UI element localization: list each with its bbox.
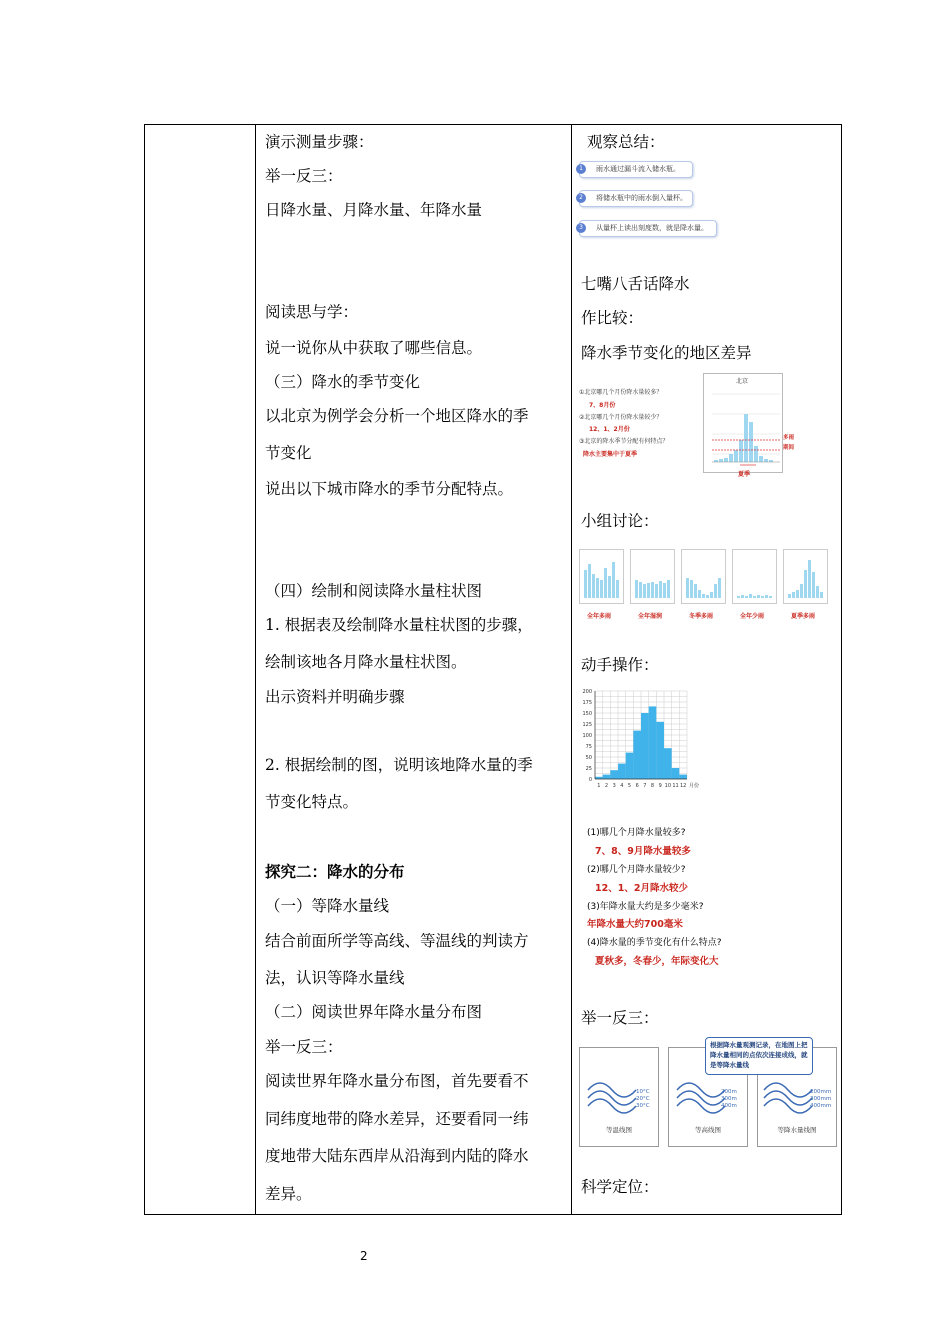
text-line: 举一反三： bbox=[265, 167, 343, 185]
group-title: 小组讨论： bbox=[581, 512, 659, 530]
region-title: 降水季节变化的地区差异 bbox=[581, 344, 752, 362]
mini-chart-label: 全年多雨 bbox=[587, 613, 612, 620]
step-text: 从量杯上读出刻度数，就是降水量。 bbox=[596, 224, 708, 232]
y-tick-label: 100 bbox=[582, 733, 592, 739]
precipitation-bar-chart bbox=[577, 683, 707, 793]
question: (2)哪几个月降水量较少? bbox=[587, 865, 686, 875]
x-tick-label: 5 bbox=[627, 783, 632, 789]
mini-chart-label: 夏季多雨 bbox=[791, 613, 816, 620]
text-line: 日降水量、月降水量、年降水量 bbox=[265, 201, 483, 219]
summer-label: 夏季 bbox=[738, 471, 751, 478]
text-line: 度地带大陆东西岸从沿海到内陆的降水 bbox=[265, 1147, 529, 1165]
bar bbox=[626, 753, 634, 779]
talk-title: 七嘴八舌话降水 bbox=[581, 275, 690, 293]
line-value: 400m bbox=[721, 1103, 737, 1109]
text-line: 以北京为例学会分析一个地区降水的季 bbox=[265, 407, 529, 425]
beijing-answer: 降水主要集中于夏季 bbox=[583, 451, 638, 458]
x-tick-label: 8 bbox=[650, 783, 655, 789]
x-tick-label: 11 bbox=[672, 783, 679, 789]
analogy-title: 举一反三： bbox=[581, 1009, 659, 1027]
bar bbox=[649, 706, 657, 779]
text-line: 举一反三： bbox=[265, 1038, 343, 1056]
answer: 7、8、9月降水量较多 bbox=[595, 846, 691, 857]
bar bbox=[656, 722, 664, 779]
column-divider-1 bbox=[255, 125, 256, 1214]
beijing-chart-title: 北京 bbox=[736, 378, 749, 385]
legend-more: 多雨 bbox=[783, 435, 795, 441]
text-line: 绘制该地各月降水量柱状图。 bbox=[265, 653, 467, 671]
beijing-chart bbox=[703, 373, 783, 473]
mini-chart-label: 冬季多雨 bbox=[689, 613, 714, 620]
y-tick-label: 75 bbox=[585, 744, 592, 750]
beijing-question: ②北京哪几个月份降水量较少？ bbox=[579, 414, 663, 421]
text-line: （三）降水的季节变化 bbox=[265, 373, 421, 391]
y-tick-label: 0 bbox=[588, 777, 592, 783]
x-tick-label: 4 bbox=[620, 783, 624, 789]
answer: 夏秋多，冬春少，年际变化大 bbox=[595, 956, 719, 967]
x-tick-label: 3 bbox=[612, 783, 616, 789]
bar bbox=[672, 768, 680, 779]
line-value: 10°C bbox=[636, 1089, 650, 1095]
line-value: 30°C bbox=[636, 1103, 650, 1109]
isotherm-box bbox=[579, 1047, 659, 1147]
box-label: 等温线图 bbox=[606, 1126, 632, 1134]
step-text: 将储水瓶中的雨水倒入量杯。 bbox=[596, 194, 687, 202]
bar bbox=[641, 713, 649, 779]
text-line: 节变化 bbox=[265, 444, 312, 462]
question: (1)哪几个月降水量较多? bbox=[587, 828, 686, 838]
step-text: 雨水通过漏斗流入储水瓶。 bbox=[596, 165, 680, 173]
y-tick-label: 200 bbox=[582, 689, 592, 695]
text-line: 结合前面所学等高线、等温线的判读方 bbox=[265, 932, 529, 950]
callout-box bbox=[705, 1037, 813, 1075]
beijing-chart-svg bbox=[704, 374, 782, 472]
step-number: 3 bbox=[576, 223, 586, 233]
page-number: 2 bbox=[360, 1249, 368, 1263]
mini-chart bbox=[732, 549, 777, 604]
mini-chart-label: 全年湿润 bbox=[638, 613, 663, 620]
text-line: 1. 根据表及绘制降水量柱状图的步骤， bbox=[265, 616, 533, 634]
step-pill bbox=[579, 220, 717, 237]
text-line: 阅读世界年降水量分布图，首先要看不 bbox=[265, 1072, 529, 1090]
callout-text: 根据降水量观测记录，在地图上把降水量相同的点依次连接成线，就是等降水量线 bbox=[710, 1041, 808, 1069]
step-pill bbox=[579, 161, 693, 178]
step-pill bbox=[579, 190, 693, 207]
line-value: 400mm bbox=[810, 1103, 832, 1109]
sci-title: 科学定位： bbox=[581, 1178, 659, 1196]
lesson-table bbox=[144, 124, 842, 1215]
line-value: 200m bbox=[721, 1089, 737, 1095]
x-tick-label: 1 bbox=[597, 783, 601, 789]
beijing-question: ①北京哪几个月份降水量较多？ bbox=[579, 389, 663, 396]
bar bbox=[679, 775, 687, 779]
text-line: 差异。 bbox=[265, 1185, 312, 1203]
mini-chart-label: 全年少雨 bbox=[740, 613, 765, 620]
bar bbox=[664, 748, 672, 779]
line-value: 200mm bbox=[810, 1089, 832, 1095]
beijing-answer: 7、8月份 bbox=[589, 402, 616, 409]
bar bbox=[603, 775, 611, 779]
x-tick-label: 6 bbox=[635, 783, 639, 789]
text-line: （二）阅读世界年降水量分布图 bbox=[265, 1003, 483, 1021]
x-tick-label: 12 bbox=[679, 783, 687, 789]
mini-chart bbox=[630, 549, 675, 604]
question: (3)年降水量大约是多少毫米? bbox=[587, 902, 704, 912]
text-line: 同纬度地带的降水差异，还要看同一纬 bbox=[265, 1110, 529, 1128]
bar bbox=[633, 731, 641, 779]
beijing-answer: 12、1、2月份 bbox=[589, 426, 630, 433]
x-tick-label: 2 bbox=[604, 783, 609, 789]
y-tick-label: 150 bbox=[582, 711, 592, 717]
x-tick-label: 10 bbox=[664, 783, 672, 789]
text-line: （四）绘制和阅读降水量柱状图 bbox=[265, 582, 483, 600]
text-line: 2. 根据绘制的图，说明该地降水量的季 bbox=[265, 756, 533, 774]
bar bbox=[610, 770, 618, 779]
section-heading: 探究二：降水的分布 bbox=[265, 862, 405, 881]
compare-title: 作比较： bbox=[581, 309, 644, 327]
step-number: 1 bbox=[576, 164, 586, 174]
bar bbox=[618, 764, 626, 779]
answer: 年降水量大约700毫米 bbox=[587, 919, 683, 930]
y-tick-label: 175 bbox=[582, 700, 592, 706]
y-tick-label: 50 bbox=[585, 755, 592, 761]
mini-chart bbox=[579, 549, 624, 604]
text-line: （一）等降水量线 bbox=[265, 897, 390, 915]
text-line: 节变化特点。 bbox=[265, 793, 359, 811]
beijing-question: ③北京的降水季节分配有何特点？ bbox=[579, 438, 669, 445]
line-value: 300m bbox=[721, 1096, 737, 1102]
text-line: 阅读思与学： bbox=[265, 303, 359, 321]
column-divider-2 bbox=[571, 125, 572, 1214]
box-label: 等降水量线图 bbox=[777, 1126, 817, 1134]
mini-chart bbox=[681, 549, 726, 604]
text-line: 说出以下城市降水的季节分配特点。 bbox=[265, 480, 514, 498]
line-value: 300mm bbox=[810, 1096, 832, 1102]
step-number: 2 bbox=[576, 193, 586, 203]
x-tick-label: 9 bbox=[658, 783, 662, 789]
text-line: 出示资料并明确步骤 bbox=[265, 688, 405, 706]
box-label: 等高线图 bbox=[695, 1126, 721, 1134]
text-line: 演示测量步骤： bbox=[265, 133, 374, 151]
text-line: 说一说你从中获取了哪些信息。 bbox=[265, 339, 483, 357]
y-tick-label: 125 bbox=[582, 722, 592, 728]
mini-chart bbox=[783, 549, 828, 604]
y-tick-label: 25 bbox=[585, 766, 592, 772]
observe-title: 观察总结： bbox=[587, 133, 665, 151]
x-tick-label: 7 bbox=[643, 783, 647, 789]
hands-title: 动手操作： bbox=[581, 656, 659, 674]
answer: 12、1、2月降水较少 bbox=[595, 883, 688, 894]
text-line: 法，认识等降水量线 bbox=[265, 969, 405, 987]
question: (4)降水量的季节变化有什么特点? bbox=[587, 938, 722, 948]
x-axis-label: 月份 bbox=[689, 783, 700, 789]
line-value: 20°C bbox=[636, 1096, 650, 1102]
legend-less: 期间 bbox=[783, 445, 795, 451]
